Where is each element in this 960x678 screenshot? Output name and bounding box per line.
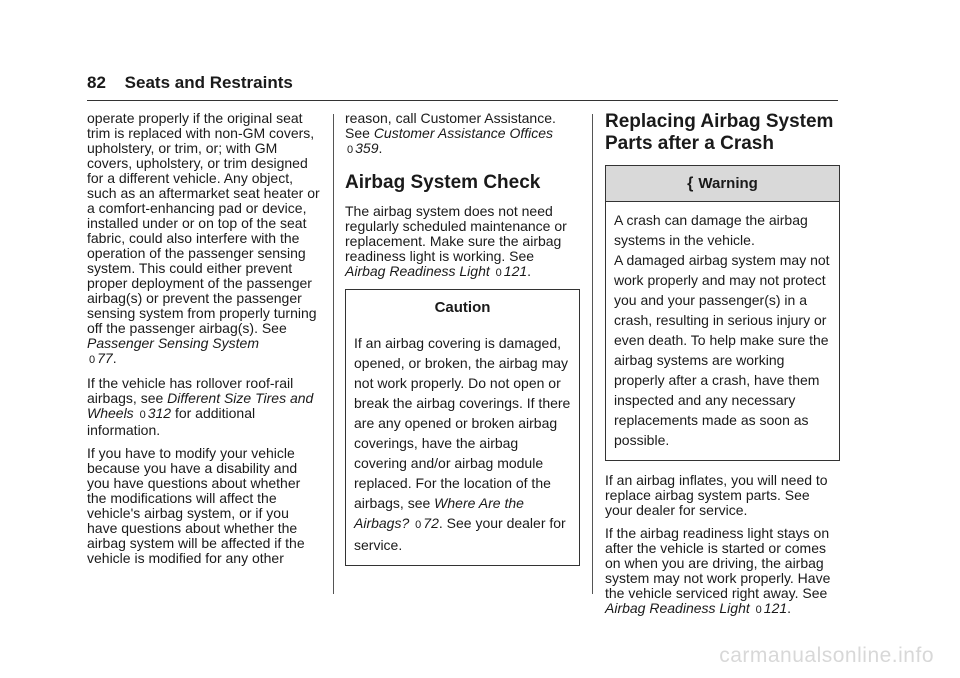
page-arrow-icon: 0: [89, 354, 96, 366]
caution-body: If an airbag covering is damaged, opened, or broken, the airbag may not work properly. Do not open or break the airbag coverings. If there are any opened or broken airbag coverings, have the airbag covering and/or airbag module replaced. For the location of the airbags, see Where Are the Airbags? 0 72. See your dealer for service.: [354, 335, 571, 553]
cross-reference-link[interactable]: Airbag Readiness Light: [605, 600, 750, 616]
warning-title: Warning: [698, 175, 758, 192]
header-rule: [87, 100, 838, 101]
page-reference-link[interactable]: 121: [503, 263, 528, 279]
paragraph: reason, call Customer Assistance. See Customer Assistance Offices 0 359.: [345, 110, 556, 156]
paragraph: If you have to modify your vehicle because you have a disability and you have questions about whether the modifications will affect the vehicle's airbag system, or if you have questions about whether the airbag system will be affected if the vehicle is modified for any other: [87, 445, 305, 566]
column-3: [605, 111, 840, 626]
page-reference-link[interactable]: 121: [763, 600, 788, 616]
page-arrow-icon: 0: [347, 144, 354, 156]
caution-title: Caution: [434, 299, 491, 316]
paragraph: operate properly if the original seat trim is replaced with non-GM covers, upholstery, or trim, or; with GM covers, upholstery, or trim designed for a different vehicle. Any object, such as an aftermarket seat heater or a comfort-enhancing pad or device, installed under or on top of the seat fabric, could also interfere with the operation of the passenger sensing system. This could either prevent proper deployment of the passenger airbag(s) or prevent the passenger sensing system from properly turning off the passenger airbag(s). See Passenger Sensing System 0 77.: [87, 110, 320, 366]
page-reference-link[interactable]: 312: [147, 405, 172, 421]
section-title: Seats and Restraints: [124, 73, 293, 92]
page-number: 82: [87, 73, 106, 92]
cross-reference-link[interactable]: Where Are the Airbags?: [354, 495, 524, 531]
cross-reference-link[interactable]: Airbag Readiness Light: [345, 263, 490, 279]
page-reference-link[interactable]: 77: [97, 350, 113, 366]
cross-reference-link[interactable]: Passenger Sensing System: [87, 335, 259, 351]
watermark: carmanualsonline.info: [719, 644, 934, 667]
page-reference-link[interactable]: 359: [355, 140, 379, 156]
warning-text: A crash can damage the airbag systems in the vehicle.: [614, 212, 808, 248]
paragraph: If the airbag readiness light stays on after the vehicle is started or comes on when you are driving, the airbag system may not work properly. Have the vehicle serviced right away. See Airbag Readiness Light 0 121.: [605, 525, 831, 616]
warning-text: A damaged airbag system may not work properly and may not protect you and your passenger(s) in a crash, resulting in serious injury or even death. To help make sure the airbag systems are working properly after a crash, have them inspected and any necessary replacements made as soon as possible.: [614, 252, 830, 448]
column-divider: [592, 114, 593, 594]
caution-box: [345, 289, 580, 566]
section-heading: Airbag System Check: [345, 172, 541, 193]
cross-reference-link[interactable]: Different Size Tires and Wheels: [87, 390, 314, 421]
paragraph: The airbag system does not need regularly scheduled maintenance or replacement. Make sure the airbag readiness light is working. See Airbag Readiness Light 0 121.: [345, 203, 567, 279]
page-reference-link[interactable]: 72: [423, 515, 439, 531]
page-header: [87, 73, 293, 93]
paragraph: If the vehicle has rollover roof-rail airbags, see Different Size Tires and Wheels 0 312 for additional information.: [87, 375, 314, 438]
page-arrow-icon: 0: [755, 604, 762, 616]
column-1: [87, 111, 322, 574]
warning-body: [606, 202, 839, 460]
page-arrow-icon: 0: [415, 519, 422, 531]
warning-header: [606, 166, 839, 202]
page-arrow-icon: 0: [495, 267, 502, 279]
column-2: [345, 111, 580, 578]
warning-box: [605, 165, 840, 461]
warning-icon: {: [687, 175, 694, 192]
section-heading: Replacing Airbag System Parts after a Crash: [605, 111, 834, 154]
cross-reference-link[interactable]: Customer Assistance Offices: [373, 125, 554, 141]
paragraph: If an airbag inflates, you will need to replace airbag system parts. See your dealer for service.: [605, 472, 828, 518]
column-divider: [333, 114, 334, 594]
page-arrow-icon: 0: [139, 409, 146, 421]
